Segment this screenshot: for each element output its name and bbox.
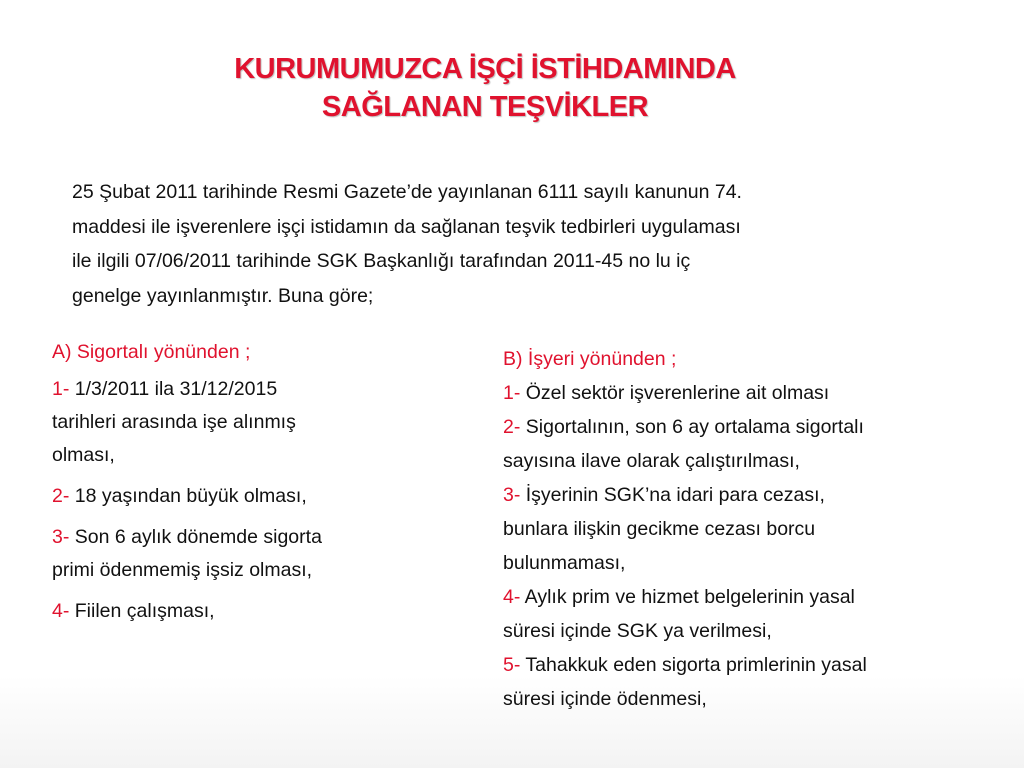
list-item — [52, 373, 442, 472]
list-item — [503, 410, 1003, 478]
section-b-workplace — [503, 342, 1003, 716]
intro-line: maddesi ile işverenlere işçi istidamın da sağlanan teşvik tedbirleri uygulaması — [72, 215, 741, 238]
item-text: bulunmaması, — [503, 552, 626, 574]
item-text: 18 yaşından büyük olması, — [69, 485, 307, 507]
item-text: süresi içinde ödenmesi, — [503, 688, 707, 710]
item-number: 2- — [52, 485, 70, 507]
section-a-heading: A) Sigortalı yönünden ; — [52, 341, 251, 363]
item-text: İşyerinin SGK’na idari para cezası, — [520, 484, 825, 506]
section-b-heading: B) İşyeri yönünden ; — [503, 348, 677, 370]
item-text: olması, — [52, 444, 115, 466]
intro-paragraph — [72, 175, 982, 313]
item-text: Aylık prim ve hizmet belgelerinin yasal — [520, 586, 855, 608]
item-text: Özel sektör işverenlerine ait olması — [520, 382, 830, 404]
intro-line: genelge yayınlanmıştır. Buna göre; — [72, 284, 374, 307]
item-number: 3- — [503, 484, 521, 506]
slide-title — [0, 50, 970, 126]
list-item — [503, 478, 1003, 580]
item-number: 2- — [503, 416, 521, 438]
title-line-1: KURUMUMUZCA İŞÇİ İSTİHDAMINDA — [234, 53, 736, 85]
intro-line: 25 Şubat 2011 tarihinde Resmi Gazete’de yayınlanan 6111 sayılı kanunun 74. — [72, 181, 742, 203]
item-text: Sigortalının, son 6 ay ortalama sigortalı — [520, 416, 864, 438]
intro-line: ile ilgili 07/06/2011 tarihinde SGK Başkanlığı tarafından 2011-45 no lu iç — [72, 250, 691, 272]
item-text: Fiilen çalışması, — [69, 600, 215, 622]
list-item — [52, 595, 442, 628]
item-text: sayısına ilave olarak çalıştırılması, — [503, 450, 800, 472]
item-text: 1/3/2011 ila 31/12/2015 — [69, 378, 278, 400]
title-line-2: SAĞLANAN TEŞVİKLER — [321, 91, 649, 123]
item-text: bunlara ilişkin gecikme cezası borcu — [503, 518, 816, 540]
item-text: primi ödenmemiş işsiz olması, — [52, 559, 313, 581]
list-item — [52, 480, 442, 513]
item-number: 1- — [503, 382, 521, 404]
item-number: 5- — [503, 654, 521, 676]
item-text: tarihleri arasında işe alınmış — [52, 411, 296, 433]
item-text: Son 6 aylık dönemde sigorta — [69, 526, 322, 548]
item-number: 1- — [52, 378, 70, 400]
item-text: süresi içinde SGK ya verilmesi, — [503, 620, 772, 642]
list-item — [503, 648, 1003, 716]
list-item — [503, 376, 1003, 410]
item-number: 3- — [52, 526, 70, 548]
item-number: 4- — [52, 600, 70, 622]
list-item — [503, 580, 1003, 648]
item-number: 4- — [503, 586, 521, 608]
item-text: Tahakkuk eden sigorta primlerinin yasal — [520, 654, 867, 676]
section-a-worker — [52, 336, 442, 636]
list-item — [52, 521, 442, 587]
